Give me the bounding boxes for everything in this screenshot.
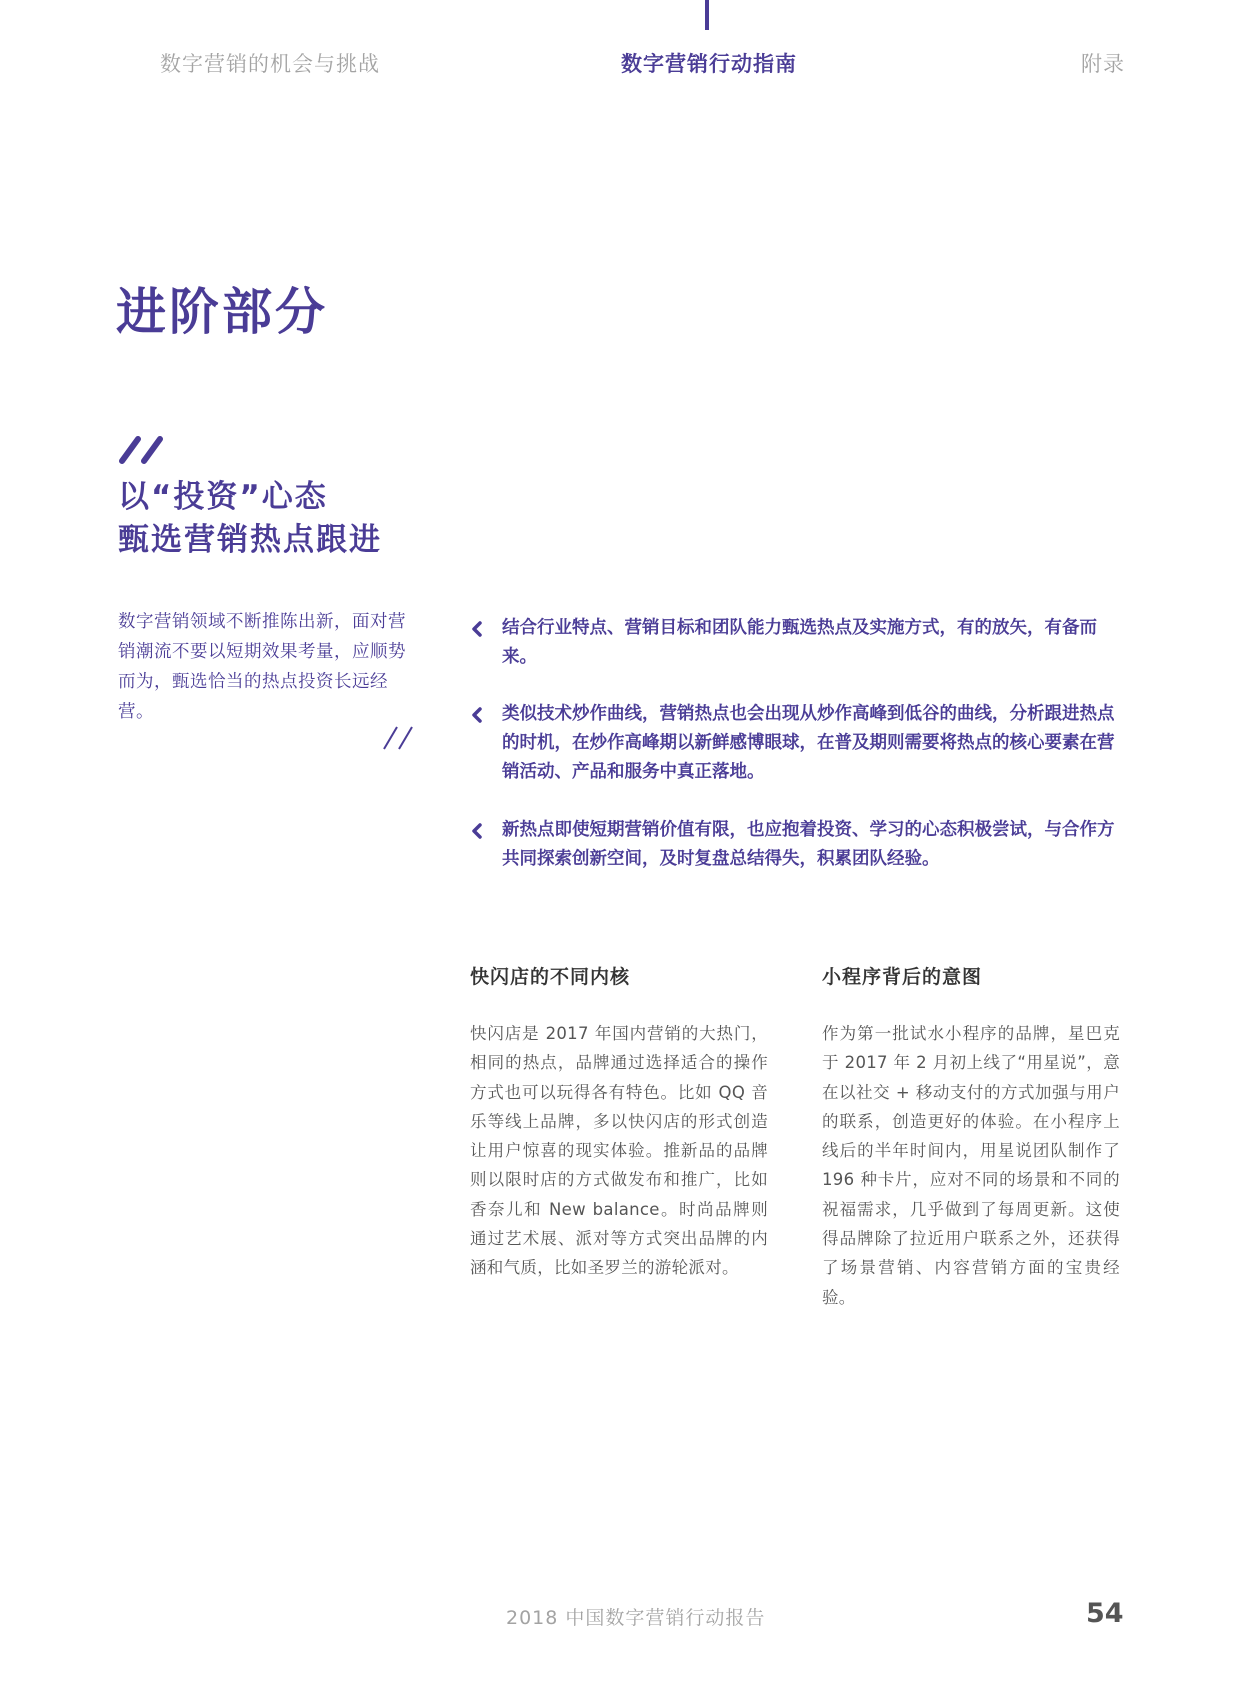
nav-link-appendix[interactable]: 附录 bbox=[1081, 52, 1125, 76]
nav-link-opportunities[interactable]: 数字营销的机会与挑战 bbox=[160, 52, 380, 76]
column-body-popup-store: 快闪店是 2017 年国内营销的大热门，相同的热点，品牌通过选择适合的操作方式也可以玩得各有特色。比如 QQ 音乐等线上品牌，多以快闪店的形式创造让用户惊喜的现实体验。推新品的品牌则以限时店的方式做发布和推广，比如香奈儿和 New balance。时尚品牌则通过艺术展、派对等方式突出品牌的内涵和气质，比如圣罗兰的游轮派对。 bbox=[470, 1024, 768, 1278]
chevron-left-icon bbox=[470, 620, 484, 638]
column-body-mini-program: 作为第一批试水小程序的品牌，星巴克于 2017 年 2 月初上线了“用星说”，意在以社交 + 移动支付的方式加强与用户的联系，创造更好的体验。在小程序上线后的半年时间内，用星说团队制作了 196 种卡片，应对不同的场景和不同的祝福需求，几乎做到了每周更新。这使得品牌除了拉近用户联系之外，还获得了场景营销、内容营销方面的宝贵经验。 bbox=[822, 1024, 1120, 1307]
double-slash-icon bbox=[118, 436, 166, 464]
page-number: 54 bbox=[1086, 1598, 1124, 1629]
bullet-item bbox=[470, 700, 1130, 787]
bullet-item bbox=[470, 614, 1130, 672]
bullet-text: 类似技术炒作曲线，营销热点也会出现从炒作高峰到低谷的曲线，分析跟进热点的时机，在炒作高峰期以新鲜感博眼球，在普及期则需要将热点的核心要素在营销活动、产品和服务中真正落地。 bbox=[502, 704, 1115, 782]
bullet-item bbox=[470, 816, 1130, 874]
column-heading-mini-program: 小程序背后的意图 bbox=[822, 966, 983, 988]
chevron-left-icon bbox=[470, 706, 484, 724]
double-slash-icon bbox=[382, 725, 416, 751]
intro-paragraph: 数字营销领域不断推陈出新，面对营销潮流不要以短期效果考量，应顺势而为，甄选恰当的热点投资长远经营。 bbox=[118, 612, 406, 722]
top-marker-bar bbox=[705, 0, 709, 30]
column-heading-popup-store: 快闪店的不同内核 bbox=[470, 966, 631, 988]
section-heading bbox=[118, 476, 382, 562]
footer-report-title: 2018 中国数字营销行动报告 bbox=[506, 1607, 766, 1629]
section-heading-line-2: 甄选营销热点跟进 bbox=[118, 522, 382, 558]
bullet-text: 结合行业特点、营销目标和团队能力甄选热点及实施方式，有的放矢，有备而来。 bbox=[502, 618, 1097, 667]
nav-link-action-guide[interactable]: 数字营销行动指南 bbox=[621, 52, 797, 76]
section-heading-line-1: 以“投资”心态 bbox=[118, 479, 328, 515]
page-title: 进阶部分 bbox=[116, 283, 328, 341]
chevron-left-icon bbox=[470, 822, 484, 840]
bullet-text: 新热点即使短期营销价值有限，也应抱着投资、学习的心态积极尝试，与合作方共同探索创新空间，及时复盘总结得失，积累团队经验。 bbox=[502, 820, 1115, 869]
